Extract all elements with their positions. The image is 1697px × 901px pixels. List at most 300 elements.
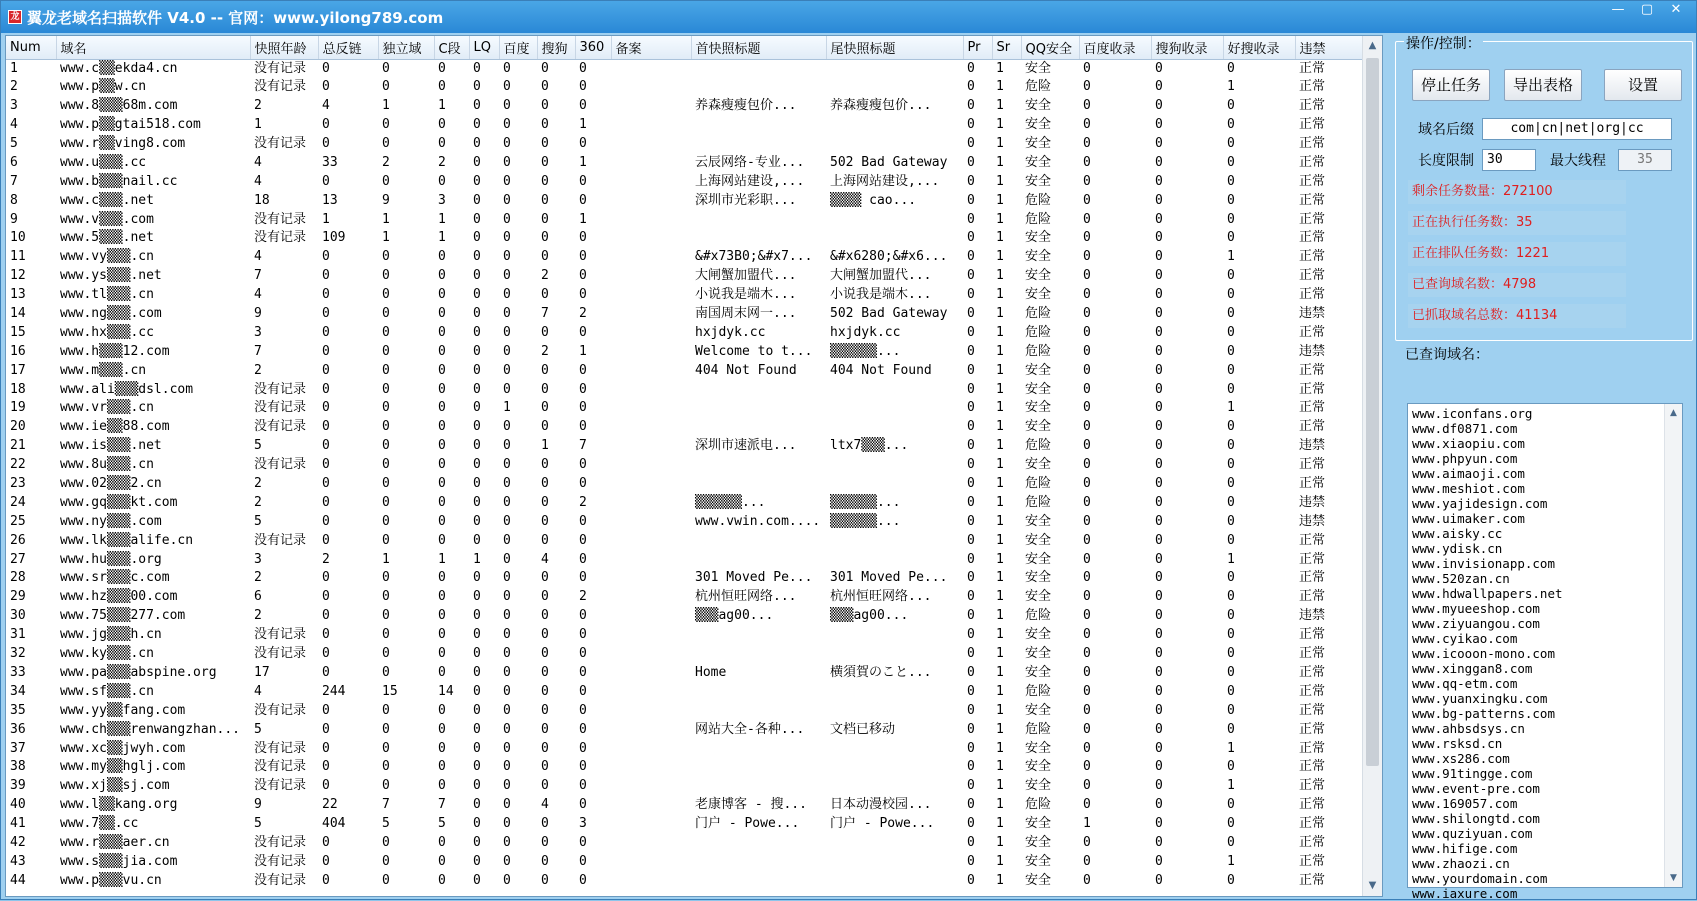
table-cell: 0: [579, 683, 587, 699]
table-row[interactable]: [6, 852, 1362, 871]
table-cell: 0: [541, 60, 549, 76]
stop-task-button[interactable]: 停止任务: [1412, 69, 1490, 101]
table-row[interactable]: [6, 645, 1362, 664]
table-cell: www.c▒▒ekda4.cn: [60, 60, 178, 76]
list-item[interactable]: www.xiaopiu.com: [1412, 436, 1525, 451]
table-cell: 18: [10, 381, 26, 397]
table-row[interactable]: [6, 135, 1362, 154]
table-cell: 安全: [1025, 249, 1052, 265]
table-cell: [691, 701, 826, 720]
table-row[interactable]: [6, 399, 1362, 418]
table-cell: 0: [322, 476, 330, 492]
table-cell: 安全: [1025, 816, 1052, 832]
table-row[interactable]: [6, 286, 1362, 305]
table-cell: 正常: [1299, 570, 1326, 586]
table-cell: 0: [382, 457, 390, 473]
table-cell: hxjdyk.cc: [830, 324, 901, 340]
list-item[interactable]: www.hdwallpapers.net: [1412, 586, 1563, 601]
table-cell: 0: [1155, 816, 1163, 832]
table-cell: 40: [10, 797, 26, 813]
table-cell: 安全: [1025, 173, 1052, 189]
table-row[interactable]: [6, 493, 1362, 512]
table-cell: 0: [438, 627, 446, 643]
title-bar[interactable]: [1, 1, 1696, 33]
list-scroll-down-icon[interactable]: ▼: [1670, 873, 1677, 883]
table-cell: 2: [254, 570, 262, 586]
table-row[interactable]: [6, 569, 1362, 588]
list-item[interactable]: www.bg-patterns.com: [1412, 706, 1555, 721]
table-cell: [691, 229, 826, 248]
table-cell: [611, 78, 691, 97]
table-cell: www.xj▒▒sj.com: [60, 778, 170, 794]
column-header[interactable]: 总反链: [318, 36, 378, 59]
table-cell: 0: [382, 419, 390, 435]
max-threads-label: 最大线程: [1550, 153, 1606, 169]
table-cell: 0: [438, 834, 446, 850]
table-cell: 1: [996, 362, 1004, 378]
list-item[interactable]: www.phpyun.com: [1412, 451, 1518, 466]
list-scrollbar[interactable]: [1664, 404, 1682, 887]
table-cell: 1: [996, 816, 1004, 832]
table-cell: [611, 172, 691, 191]
table-cell: 39: [10, 778, 26, 794]
table-cell: 0: [967, 513, 975, 529]
table-cell: 0: [1227, 173, 1235, 189]
table-cell: 安全: [1025, 589, 1052, 605]
table-cell: 0: [503, 419, 511, 435]
list-item[interactable]: www.iaxure.com: [1412, 886, 1518, 901]
table-cell: 0: [967, 816, 975, 832]
list-item[interactable]: www.yuanxingku.com: [1412, 691, 1548, 706]
table-cell: 0: [473, 268, 481, 284]
list-item[interactable]: www.yourdomain.com: [1412, 871, 1548, 886]
table-cell: 0: [1155, 683, 1163, 699]
list-item[interactable]: www.meshiot.com: [1412, 481, 1525, 496]
column-header[interactable]: 快照年龄: [250, 36, 318, 59]
table-cell: 0: [473, 476, 481, 492]
table-cell: 0: [1155, 759, 1163, 775]
table-cell: [826, 739, 963, 758]
grid-scrollbar[interactable]: [1362, 36, 1382, 896]
table-cell: 0: [579, 173, 587, 189]
max-threads-input: 35: [1618, 149, 1672, 171]
list-item[interactable]: www.ziyuangou.com: [1412, 616, 1540, 631]
scroll-down-icon[interactable]: ▼: [1368, 880, 1377, 891]
table-cell: ltx7▒▒▒...: [830, 438, 909, 454]
table-cell: 14: [438, 683, 454, 699]
table-cell: 0: [1155, 551, 1163, 567]
table-cell: 0: [473, 98, 481, 114]
table-cell: 0: [1227, 494, 1235, 510]
column-header[interactable]: 搜狗: [537, 36, 575, 59]
table-row[interactable]: [6, 116, 1362, 135]
table-cell: 安全: [1025, 872, 1052, 888]
table-cell: 0: [579, 853, 587, 869]
table-row[interactable]: [6, 550, 1362, 569]
table-cell: [691, 210, 826, 229]
table-cell: 1: [996, 532, 1004, 548]
settings-button[interactable]: 设置: [1604, 69, 1682, 101]
table-cell: [611, 380, 691, 399]
column-header[interactable]: 独立域: [378, 36, 434, 59]
table-cell: 0: [322, 362, 330, 378]
table-cell: [611, 796, 691, 815]
table-cell: 0: [579, 287, 587, 303]
table-row[interactable]: [6, 758, 1362, 777]
column-header[interactable]: 百度: [499, 36, 537, 59]
table-row[interactable]: [6, 796, 1362, 815]
table-cell: 0: [1155, 362, 1163, 378]
table-cell: 云辰网络-专业...: [695, 154, 805, 170]
column-header[interactable]: 搜狗收录: [1151, 36, 1223, 59]
list-item[interactable]: www.520zan.cn: [1412, 571, 1510, 586]
table-row[interactable]: [6, 739, 1362, 758]
column-header[interactable]: Num: [6, 36, 56, 59]
column-header[interactable]: 域名: [56, 36, 250, 59]
table-cell: 0: [967, 117, 975, 133]
table-cell: 3: [254, 324, 262, 340]
table-row[interactable]: [6, 664, 1362, 683]
table-cell: 0: [1083, 494, 1091, 510]
column-header[interactable]: 360: [575, 36, 611, 59]
list-item[interactable]: www.hifige.com: [1412, 841, 1518, 856]
table-cell: www.pa▒▒▒abspine.org: [60, 664, 217, 680]
list-item[interactable]: www.quziyuan.com: [1412, 826, 1533, 841]
remaining-tasks-status: 剩余任务数量：272100: [1408, 180, 1626, 204]
table-row[interactable]: [6, 607, 1362, 626]
table-cell: 0: [473, 211, 481, 227]
length-limit-input[interactable]: 30: [1482, 149, 1536, 171]
table-cell: 0: [322, 608, 330, 624]
table-cell: 1: [996, 287, 1004, 303]
list-item[interactable]: www.df0871.com: [1412, 421, 1518, 436]
table-cell: 0: [438, 136, 446, 151]
table-cell: 0: [579, 646, 587, 662]
table-cell: 0: [473, 740, 481, 756]
table-cell: 深圳市光彩职...: [695, 192, 797, 208]
table-cell: 2: [579, 589, 587, 605]
table-cell: 2: [254, 476, 262, 492]
table-cell: 0: [382, 570, 390, 586]
table-row[interactable]: [6, 588, 1362, 607]
table-row[interactable]: [6, 512, 1362, 531]
table-cell: 门户 - Powe...: [695, 816, 800, 832]
grid-scroll-thumb[interactable]: [1366, 58, 1379, 766]
table-cell: 5: [10, 136, 18, 151]
table-cell: 0: [382, 778, 390, 794]
maximize-button[interactable]: ▢: [1640, 2, 1654, 17]
table-cell: 0: [1155, 136, 1163, 151]
table-cell: www.h▒▒▒12.com: [60, 343, 170, 359]
table-cell: 0: [541, 400, 549, 416]
table-row[interactable]: [6, 191, 1362, 210]
list-item[interactable]: www.myueeshop.com: [1412, 601, 1540, 616]
table-cell: 0: [473, 136, 481, 151]
table-cell: 0: [541, 740, 549, 756]
table-row[interactable]: [6, 97, 1362, 116]
table-cell: 0: [473, 324, 481, 340]
table-cell: [691, 59, 826, 78]
table-row[interactable]: [6, 682, 1362, 701]
table-cell: 0: [967, 740, 975, 756]
list-item[interactable]: www.xinggan8.com: [1412, 661, 1533, 676]
table-cell: 0: [967, 797, 975, 813]
column-header[interactable]: 备案: [611, 36, 691, 59]
table-cell: 正常: [1299, 324, 1326, 340]
table-cell: 0: [579, 759, 587, 775]
table-row[interactable]: [6, 172, 1362, 191]
table-row[interactable]: [6, 777, 1362, 796]
table-cell: [611, 626, 691, 645]
table-row[interactable]: [6, 267, 1362, 286]
list-item[interactable]: www.xs286.com: [1412, 751, 1510, 766]
table-cell: www.5▒▒▒.net: [60, 230, 154, 246]
table-cell: 没有记录: [254, 872, 307, 888]
table-cell: 没有记录: [254, 381, 307, 397]
table-cell: [611, 135, 691, 154]
table-cell: 0: [1083, 589, 1091, 605]
length-limit-label: 长度限制: [1418, 153, 1474, 169]
list-item[interactable]: www.91tingge.com: [1412, 766, 1533, 781]
table-cell: 0: [382, 740, 390, 756]
table-cell: 0: [382, 853, 390, 869]
list-item[interactable]: www.invisionapp.com: [1412, 556, 1555, 571]
table-cell: 0: [967, 683, 975, 699]
table-cell: 0: [438, 306, 446, 322]
table-cell: 0: [322, 589, 330, 605]
table-cell: 0: [382, 343, 390, 359]
table-cell: [826, 682, 963, 701]
table-row[interactable]: [6, 323, 1362, 342]
column-header[interactable]: 百度收录: [1079, 36, 1151, 59]
table-cell: 0: [1083, 797, 1091, 813]
table-cell: 0: [1155, 457, 1163, 473]
table-cell: 23: [10, 476, 26, 492]
table-cell: 0: [473, 438, 481, 454]
table-cell: 0: [579, 797, 587, 813]
table-row[interactable]: [6, 834, 1362, 853]
table-cell: 0: [473, 400, 481, 416]
list-item[interactable]: www.ahbsdsys.cn: [1412, 721, 1525, 736]
table-cell: www.lk▒▒▒alife.cn: [60, 532, 194, 548]
table-cell: 0: [967, 872, 975, 888]
table-cell: [611, 512, 691, 531]
column-header[interactable]: Pr: [963, 36, 992, 59]
table-cell: 0: [473, 494, 481, 510]
list-item[interactable]: www.ydisk.cn: [1412, 541, 1503, 556]
table-cell: 0: [503, 551, 511, 567]
table-cell: 0: [541, 362, 549, 378]
table-cell: 0: [1227, 211, 1235, 227]
scroll-up-icon[interactable]: ▲: [1368, 40, 1377, 51]
table-cell: 7: [10, 173, 18, 189]
column-header[interactable]: 首快照标题: [691, 36, 826, 59]
table-cell: www.xc▒▒jwyh.com: [60, 740, 186, 756]
table-row[interactable]: [6, 153, 1362, 172]
list-item[interactable]: www.shilongtd.com: [1412, 811, 1540, 826]
table-cell: 1: [996, 154, 1004, 170]
table-cell: 0: [473, 646, 481, 662]
list-item[interactable]: www.zhaozi.cn: [1412, 856, 1510, 871]
suffix-input[interactable]: com|cn|net|org|cc: [1482, 118, 1672, 140]
table-cell: www.yy▒▒fang.com: [60, 702, 186, 718]
table-cell: 0: [967, 79, 975, 95]
table-row[interactable]: [6, 210, 1362, 229]
table-cell: www.ie▒▒88.com: [60, 419, 170, 435]
table-cell: 0: [382, 306, 390, 322]
list-scroll-up-icon[interactable]: ▲: [1670, 408, 1677, 418]
table-cell: 20: [10, 419, 26, 435]
table-cell: 0: [1227, 362, 1235, 378]
list-item[interactable]: www.aimaoji.com: [1412, 466, 1525, 481]
table-cell: 26: [10, 532, 26, 548]
table-cell: 0: [1227, 60, 1235, 76]
table-cell: 0: [1155, 570, 1163, 586]
table-cell: 0: [473, 60, 481, 76]
control-group-legend: 操作/控制：: [1404, 33, 1483, 53]
table-cell: 0: [438, 872, 446, 888]
table-row[interactable]: [6, 342, 1362, 361]
table-cell: 0: [579, 192, 587, 208]
column-header[interactable]: 尾快照标题: [826, 36, 963, 59]
table-cell: [611, 153, 691, 172]
table-row[interactable]: [6, 59, 1362, 78]
table-cell: 0: [579, 513, 587, 529]
table-cell: [691, 531, 826, 550]
table-row[interactable]: [6, 626, 1362, 645]
column-header[interactable]: Sr: [992, 36, 1021, 59]
list-item[interactable]: www.qq-etm.com: [1412, 676, 1518, 691]
table-cell: 0: [503, 494, 511, 510]
table-cell: 正常: [1299, 778, 1326, 794]
table-cell: 0: [503, 513, 511, 529]
table-row[interactable]: [6, 418, 1362, 437]
table-cell: 杭州恒旺网络...: [695, 589, 797, 605]
table-cell: 危险: [1025, 324, 1052, 340]
table-cell: 0: [322, 872, 330, 888]
table-cell: 0: [503, 136, 511, 151]
table-cell: 没有记录: [254, 419, 307, 435]
table-row[interactable]: [6, 720, 1362, 739]
table-cell: 0: [438, 494, 446, 510]
table-cell: 0: [541, 816, 549, 832]
results-grid[interactable]: [5, 35, 1383, 897]
list-item[interactable]: www.yajidesign.com: [1412, 496, 1548, 511]
table-cell: www.s▒▒▒jia.com: [60, 853, 178, 869]
table-cell: 0: [503, 532, 511, 548]
list-item[interactable]: www.aisky.cc: [1412, 526, 1503, 541]
list-item[interactable]: www.icooon-mono.com: [1412, 646, 1555, 661]
table-row[interactable]: [6, 229, 1362, 248]
table-cell: 1: [1227, 778, 1235, 794]
table-row[interactable]: [6, 361, 1362, 380]
table-cell: 0: [322, 853, 330, 869]
table-row[interactable]: [6, 701, 1362, 720]
table-cell: 0: [967, 438, 975, 454]
table-cell: 0: [967, 343, 975, 359]
table-cell: 14: [10, 306, 26, 322]
table-cell: 正常: [1299, 249, 1326, 265]
list-item[interactable]: www.event-pre.com: [1412, 781, 1540, 796]
table-row[interactable]: [6, 815, 1362, 834]
table-cell: 0: [967, 211, 975, 227]
table-cell: [611, 437, 691, 456]
table-cell: 正常: [1299, 683, 1326, 699]
table-cell: 1: [996, 589, 1004, 605]
export-table-button[interactable]: 导出表格: [1504, 69, 1582, 101]
table-row[interactable]: [6, 380, 1362, 399]
list-item[interactable]: www.169057.com: [1412, 796, 1518, 811]
table-cell: 1: [996, 136, 1004, 151]
table-cell: 0: [473, 343, 481, 359]
table-cell: 0: [1155, 589, 1163, 605]
list-item[interactable]: www.cyikao.com: [1412, 631, 1518, 646]
table-cell: 0: [1083, 702, 1091, 718]
column-header[interactable]: LQ: [469, 36, 499, 59]
table-cell: [611, 758, 691, 777]
table-cell: 正常: [1299, 759, 1326, 775]
table-cell: [691, 116, 826, 135]
table-cell: 33: [10, 664, 26, 680]
table-cell: 0: [579, 400, 587, 416]
table-cell: 0: [438, 778, 446, 794]
column-header[interactable]: C段: [434, 36, 469, 59]
table-cell: 0: [1083, 570, 1091, 586]
minimize-button[interactable]: —: [1611, 2, 1625, 17]
table-cell: 9: [10, 211, 18, 227]
table-cell: 1: [996, 117, 1004, 133]
table-cell: 0: [579, 778, 587, 794]
column-header[interactable]: 违禁: [1295, 36, 1362, 59]
table-cell: 违禁: [1299, 513, 1326, 529]
table-cell: 0: [1155, 778, 1163, 794]
close-button[interactable]: ✕: [1670, 2, 1682, 17]
table-row[interactable]: [6, 78, 1362, 97]
table-row[interactable]: [6, 305, 1362, 324]
table-cell: 0: [541, 98, 549, 114]
table-cell: [691, 777, 826, 796]
table-row[interactable]: [6, 437, 1362, 456]
column-header[interactable]: QQ安全: [1021, 36, 1079, 59]
table-cell: 0: [503, 721, 511, 737]
column-header[interactable]: 好搜收录: [1223, 36, 1295, 59]
table-cell: 0: [503, 778, 511, 794]
table-cell: 1: [996, 400, 1004, 416]
list-item[interactable]: www.uimaker.com: [1412, 511, 1525, 526]
table-cell: 0: [503, 570, 511, 586]
table-cell: 0: [967, 494, 975, 510]
table-row[interactable]: [6, 531, 1362, 550]
table-cell: 0: [473, 759, 481, 775]
table-cell: 1: [996, 268, 1004, 284]
table-cell: 0: [1083, 268, 1091, 284]
table-cell: 0: [1083, 154, 1091, 170]
table-cell: 安全: [1025, 702, 1052, 718]
table-cell: 0: [1227, 324, 1235, 340]
table-row[interactable]: [6, 248, 1362, 267]
table-row[interactable]: [6, 475, 1362, 494]
list-item[interactable]: www.rsksd.cn: [1412, 736, 1503, 751]
table-row[interactable]: [6, 456, 1362, 475]
table-cell: 没有记录: [254, 136, 307, 151]
list-item[interactable]: www.iconfans.org: [1412, 406, 1533, 421]
table-cell: 0: [541, 154, 549, 170]
table-cell: 38: [10, 759, 26, 775]
table-cell: 正常: [1299, 192, 1326, 208]
table-row[interactable]: [6, 871, 1362, 890]
table-cell: 0: [967, 570, 975, 586]
queried-domains-list[interactable]: [1407, 403, 1683, 901]
